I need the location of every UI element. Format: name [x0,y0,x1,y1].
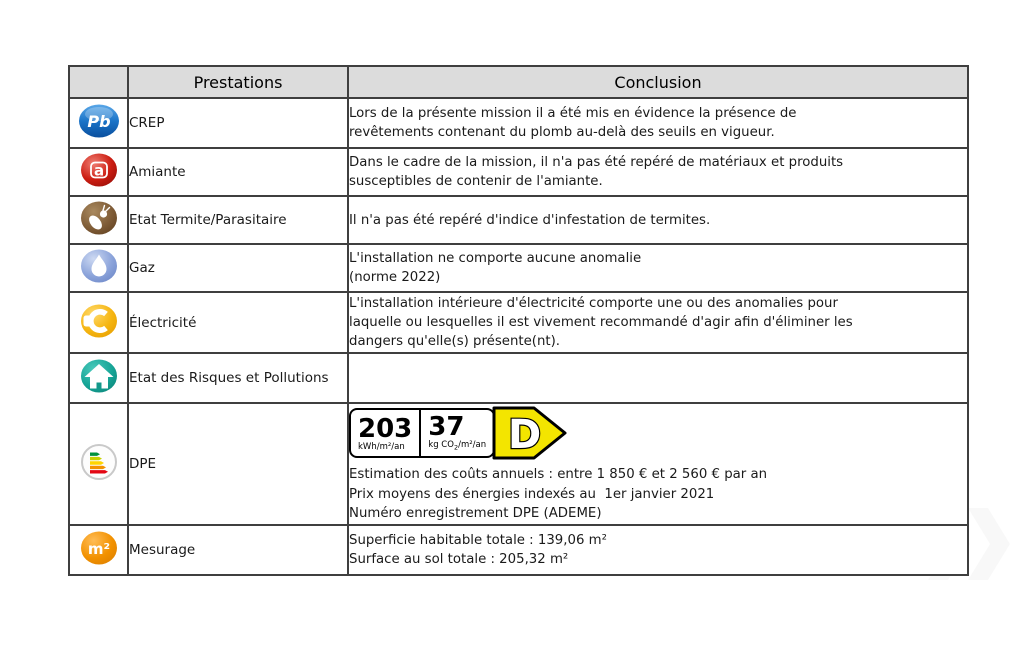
lead-pb-icon [78,102,120,140]
conclusion-text: Lors de la présente mission il a été mis en évidence la présence de [349,106,797,121]
conclusion-text: Il n'a pas été repéré d'indice d'infestation de termites. [349,212,711,228]
table-row-crep [69,98,968,148]
svg-text:m²: m² [87,539,110,558]
header-prestations: Prestations [128,66,348,98]
diagnostics-table [68,65,969,576]
table-row-dpe [69,403,968,525]
dpe-energy-label [349,406,967,460]
electricity-plug-icon [79,302,119,340]
conclusion-text: Dans le cadre de la mission, il n'a pas été repéré de matériaux et produits [349,155,844,170]
dpe-costs-line: Estimation des coûts annuels : entre 1 850 € et 2 560 € par an [349,467,768,482]
conclusion-text: L'installation ne comporte aucune anomalie [349,251,642,266]
svg-text:Pb: Pb [86,112,111,131]
asbestos-icon [79,151,119,189]
risks-house-icon [79,357,119,395]
table-row-gaz [69,244,968,292]
prestation-label: Mesurage [129,541,196,558]
conclusion-text: susceptibles de contenir de l'amiante. [349,174,603,189]
table-header-row [69,66,968,98]
dpe-co2-unit: kg $CO_2/m^2/an$ [428,440,487,452]
dpe-class-letter: D [508,412,542,458]
dpe-prices-line: Prix moyens des énergies indexés au 1er janvier 2021 [349,486,715,502]
gas-flame-icon [79,247,119,285]
table-row-mesurage [69,525,968,575]
conclusion-text: laquelle ou lesquelles il est vivement recommandé d'agir afin d'éliminer les [349,315,853,330]
dpe-values-box [349,408,495,458]
dpe-energy-unit: kWh/m²/an [358,441,405,452]
prestation-label: Etat des Risques et Pollutions [129,370,329,386]
table-row-electricite [69,292,968,353]
m2-measure-icon [79,529,119,567]
conclusion-text: Superficie habitable totale : 139,06 m² [349,532,607,548]
dpe-energy-value: 203 [358,413,413,444]
table-row-erp [69,353,968,403]
conclusion-text: revêtements contenant du plomb au-delà des seuils en vigueur. [349,125,775,140]
header-conclusion: Conclusion [348,66,968,98]
header-icon-column [69,66,128,98]
conclusion-text: L'installation intérieure d'électricité comporte une ou des anomalies pour [349,296,838,311]
conclusion-empty [348,353,968,403]
dpe-scale-icon [79,442,119,482]
prestation-label: Etat Termite/Parasitaire [129,212,287,228]
dpe-class-arrow [492,406,568,460]
prestation-label: DPE [129,455,157,472]
termite-icon [79,199,119,237]
prestation-label: CREP [129,115,165,131]
dpe-ademe-line: Numéro enregistrement DPE (ADEME) [349,506,602,521]
prestation-label: Amiante [129,164,186,180]
table-row-termite [69,196,968,244]
conclusion-text: (norme 2022) [349,270,441,285]
dpe-co2-value: 37 [428,412,465,443]
conclusion-text: Surface au sol totale : 205,32 m² [349,551,569,567]
svg-text:a: a [93,161,104,180]
prestation-label: Gaz [129,260,155,276]
table-row-amiante [69,148,968,196]
prestation-label: Électricité [129,314,197,331]
conclusion-text: dangers qu'elle(s) présente(nt). [349,334,561,349]
